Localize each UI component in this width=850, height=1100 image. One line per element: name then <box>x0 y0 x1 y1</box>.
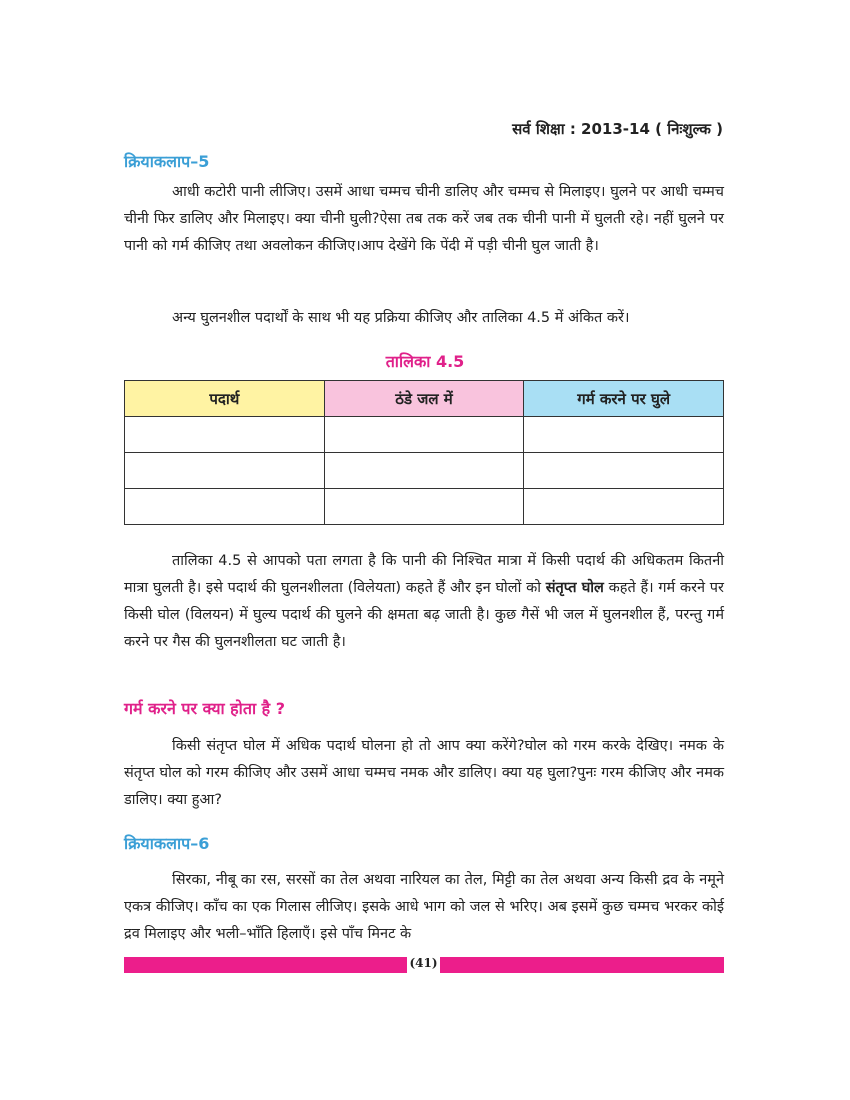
activity-6-heading: क्रियाकलाप–6 <box>124 834 210 853</box>
table-row <box>125 417 724 453</box>
column-header-on-heating: गर्म करने पर घुले <box>524 381 724 417</box>
table-caption: तालिका 4.5 <box>385 352 465 371</box>
heating-paragraph: किसी संतृप्त घोल में अधिक पदार्थ घोलना हो तो आप क्या करेंगे?घोल को गरम करके देखिए। नमक के संतृप्त घोल को गरम कीजिए और उसमें आधा चम्मच नमक और डालिए। क्या यह घुला?पुनः गरम कीजिए और नमक डालिए। क्या हुआ? <box>124 738 724 808</box>
activity-5-instruction: अन्य घुलनशील पदार्थों के साथ भी यह प्रक्रिया कीजिए और तालिका 4.5 में अंकित करें। <box>172 310 630 326</box>
column-header-cold-water: ठंडे जल में <box>324 381 524 417</box>
table-cell <box>125 489 325 525</box>
table-row <box>125 489 724 525</box>
table-cell <box>125 417 325 453</box>
solubility-table <box>124 380 724 525</box>
table-cell <box>524 489 724 525</box>
footer-bar-right <box>440 957 724 973</box>
saturation-paragraph <box>124 548 724 656</box>
footer-bar-left <box>124 957 407 973</box>
table-header-row <box>125 381 724 417</box>
table-cell <box>324 417 524 453</box>
activity-5-heading: क्रियाकलाप–5 <box>124 152 210 171</box>
activity-5-paragraph: आधी कटोरी पानी लीजिए। उसमें आधा चम्मच चीनी डालिए और चम्मच से मिलाइए। घुलने पर आधी चम्मच चीनी फिर डालिए और मिलाइए। क्या चीनी घुली?ऐसा तब तक करें जब तक चीनी पानी में घुलती रहे। नहीं घुलने पर पानी को गर्म कीजिए तथा अवलोकन कीजिए।आप देखेंगे कि पेंदी में पड़ी चीनी घुल जाती है। <box>124 184 724 254</box>
table-cell <box>324 489 524 525</box>
saturated-solution-term: संतृप्त घोल <box>545 580 604 596</box>
page-number: (41) <box>409 956 438 970</box>
table-cell <box>524 417 724 453</box>
page-header: सर्व शिक्षा : 2013-14 ( निःशुल्क ) <box>512 120 723 138</box>
table-row <box>125 453 724 489</box>
table-cell <box>524 453 724 489</box>
saturation-text-before: तालिका 4.5 से आपको पता लगता है कि पानी की निश्चित मात्रा में किसी पदार्थ की अधिकतम कितनी मात्रा घुलती है। इसे पदार्थ की घुलनशीलता (विलेयता) कहते हैं और इन घोलों को <box>124 553 724 596</box>
activity-6-paragraph: सिरका, नीबू का रस, सरसों का तेल अथवा नारियल का तेल, मिट्टी का तेल अथवा अन्य किसी द्रव के नमूने एकत्र कीजिए। काँच का एक गिलास लीजिए। इसके आधे भाग को जल से भरिए। अब इसमें कुछ चम्मच भरकर कोई द्रव मिलाइए और भली–भाँति हिलाएँ। इसे पाँच मिनट के <box>124 872 724 942</box>
table-cell <box>324 453 524 489</box>
saturation-text-after: कहते हैं। गर्म करने पर किसी घोल (विलयन) में घुल्य पदार्थ की घुलने की क्षमता बढ़ जाती है। कुछ गैसें भी जल में घुलनशील हैं, परन्तु गर्म करने पर गैस की घुलनशीलता घट जाती है। <box>124 580 724 650</box>
column-header-substance: पदार्थ <box>125 381 325 417</box>
table-cell <box>125 453 325 489</box>
heating-heading: गर्म करने पर क्या होता है ? <box>124 699 286 718</box>
